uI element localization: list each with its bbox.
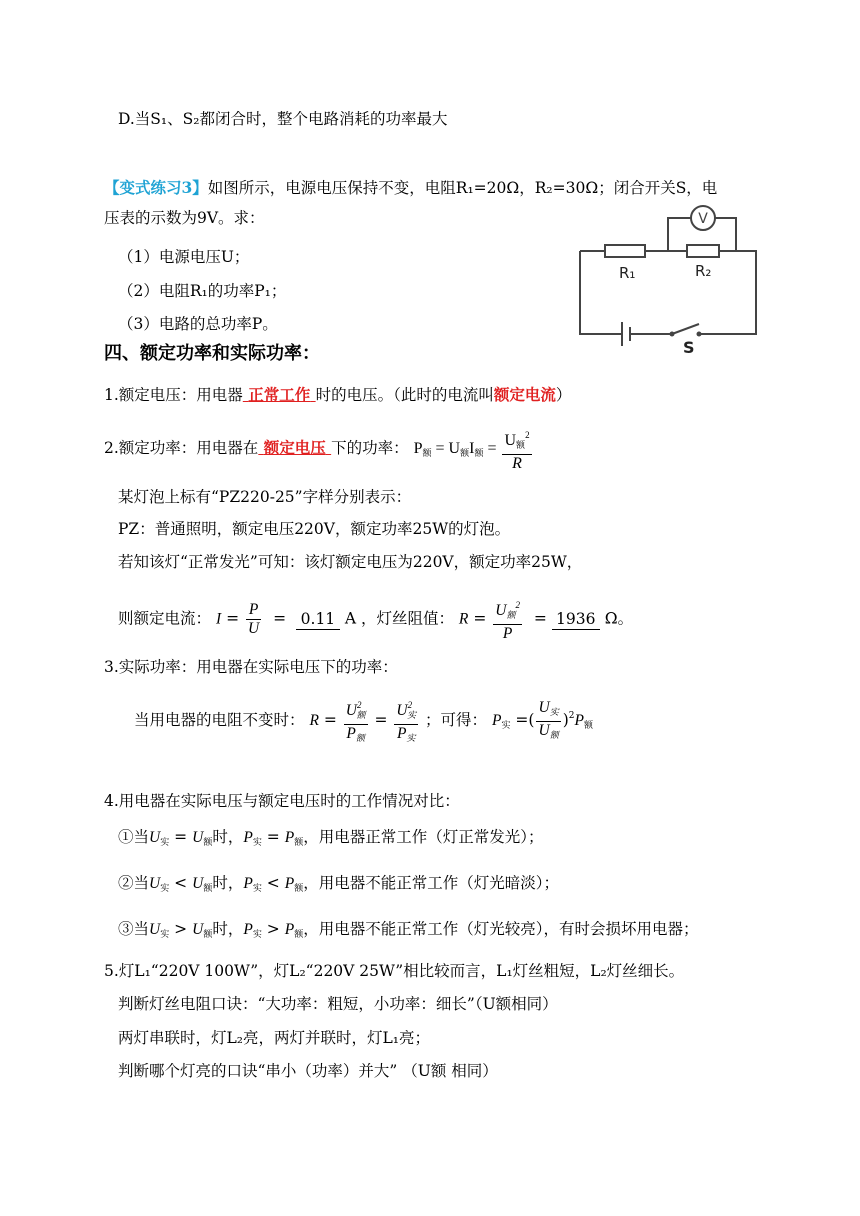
lamp-compare-line: 5.灯L₁“220V 100W”，灯L₂“220V 25W”相比较而言，L₁灯丝粗短，L₂灯丝细长。 bbox=[104, 962, 685, 980]
bulb-line-4: 则额定电流： I = $\frac{P}{U}$ = 0.11 A ，灯丝阻值： R = $U_额^2$ P = 1936 Ω。 bbox=[118, 600, 634, 642]
rated-current-term: 额定电流 bbox=[493, 385, 556, 404]
lamp-rhyme-1: 判断灯丝电阻口诀：“大功率：粗短，小功率：细长”（U额相同） bbox=[118, 995, 558, 1013]
r1-label: R₁ bbox=[619, 264, 636, 282]
current-answer: 0.11 bbox=[296, 609, 340, 630]
blank-rated-voltage: 额定电压 bbox=[263, 438, 326, 458]
question-3: （3）电路的总功率P。 bbox=[118, 315, 278, 333]
section-heading: 四、额定功率和实际功率： bbox=[104, 343, 320, 364]
exercise3-tag: 【变式练习3】 bbox=[104, 178, 208, 197]
bulb-line-1: 某灯泡上标有“PZ220-25”字样分别表示： bbox=[118, 488, 412, 506]
lamp-rhyme-2: 判断哪个灯亮的口诀“串小（功率）并大” （U额 相同） bbox=[118, 1062, 498, 1080]
voltmeter-label: V bbox=[698, 211, 708, 227]
bulb-line-3: 若知该灯“正常发光”可知：该灯额定电压为220V，额定功率25W， bbox=[118, 553, 583, 571]
actual-power-line: 3.实际功率：用电器在实际电压下的功率： bbox=[104, 658, 398, 676]
rated-power-line: 2.额定功率：用电器在 额定电压 下的功率： $P_额 = U_额I_额$ = $U_额^2$ R bbox=[104, 426, 534, 470]
actual-power-formula-line: 当用电器的电阻不变时： R = $U^2_额$ $P_额$ = $U^2_实$ $P_实$ ；可得： $P_实$ =( $U_实$ $U_额$ )$^2P_额$ bbox=[134, 694, 593, 738]
comparison-3: ③当$U_实 > U_额$时，$P_实 > P_额$，用电器不能正常工作（灯光较亮），有时会损坏用电器； bbox=[118, 920, 699, 940]
resistance-answer: 1936 bbox=[552, 609, 600, 630]
lamp-series-parallel: 两灯串联时，灯L₂亮，两灯并联时，灯L₁亮； bbox=[118, 1029, 431, 1047]
comparison-2: ②当$U_实 < U_额$时，$P_实 < P_额$，用电器不能正常工作（灯光暗淡）； bbox=[118, 874, 559, 894]
question-2: （2）电阻R₁的功率P₁； bbox=[118, 282, 287, 300]
rated-power-formula: $P_额 = U_额I_额$ = $U_额^2$ R bbox=[413, 430, 530, 472]
bulb-line-2: PZ：普通照明，额定电压220V，额定功率25W的灯泡。 bbox=[118, 520, 511, 538]
comparison-1: ①当$U_实 = U_额$时，$P_实 = P_额$，用电器正常工作（灯正常发光）； bbox=[118, 828, 544, 848]
blank-normal-work: 正常工作 bbox=[248, 385, 311, 404]
exercise3-line1: 【变式练习3】如图所示，电源电压保持不变，电阻R₁=20Ω，R₂=30Ω；闭合开关S，电 bbox=[104, 178, 718, 197]
switch-label: S bbox=[683, 338, 695, 356]
circuit-diagram bbox=[575, 196, 760, 356]
exercise3-line2: 压表的示数为9V。求： bbox=[104, 209, 265, 227]
rated-voltage-line: 1.额定电压：用电器 正常工作 时的电压。（此时的电流叫额定电流） bbox=[104, 385, 572, 404]
r2-label: R₂ bbox=[695, 262, 712, 280]
option-d: D.当S₁、S₂都闭合时，整个电路消耗的功率最大 bbox=[118, 110, 448, 128]
comparison-heading: 4.用电器在实际电压与额定电压时的工作情况对比： bbox=[104, 792, 460, 810]
question-1: （1）电源电压U； bbox=[118, 248, 250, 266]
